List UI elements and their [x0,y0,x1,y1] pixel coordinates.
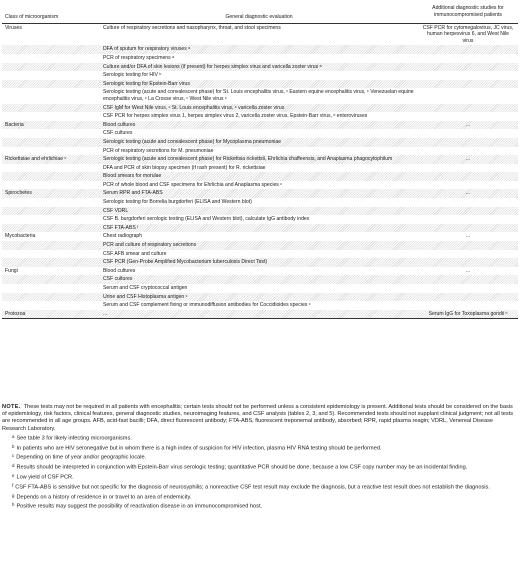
footnote-text: Results should be interpreted in conjunction with Epstein-Barr virus serologic testing; quantitative PCR should be done, because a low CSF copy number may be an incidental finding. [16,464,468,471]
table-row [2,71,518,80]
class-cell [2,172,100,181]
footnote-mark: g [12,492,15,498]
header-row [2,3,518,23]
footnote [2,452,518,462]
table-row [2,301,518,310]
class-cell [2,63,100,72]
table-notes [2,404,518,511]
evaluation-cell: ... [100,310,418,319]
class-cell [2,224,100,233]
class-cell [2,147,100,156]
footnote-text: Positive results may suggest the possibility of reactivation disease in an immunocompromised host. [16,503,263,510]
header-class: Class of microorganism [5,14,59,20]
additional-cell [418,250,518,259]
class-cell [2,275,100,284]
header-additional: Additional diagnostic studies for immunocompromised patients [432,5,504,18]
table-row [2,189,518,198]
additional-cell [418,129,518,138]
table-row [2,172,518,181]
additional-cell [418,207,518,216]
evaluation-cell: PCR and culture of respiratory secretions [100,241,418,250]
class-cell [2,164,100,173]
evaluation-cell: Blood cultures [100,121,418,130]
note-paragraph [2,404,518,433]
additional-cell [418,138,518,147]
additional-cell [418,147,518,156]
additional-cell [418,301,518,310]
class-cell [2,112,100,121]
class-cell: Bacteria [2,121,100,130]
class-cell: Spirochetes [2,189,100,198]
additional-cell [418,104,518,113]
evaluation-cell: Serum RPR and FTA-ABS [100,189,418,198]
table-row [2,224,518,233]
footnote [2,462,518,472]
additional-cell [418,88,518,103]
evaluation-cell: Urine and CSF Histoplasma antigen ᶜ [100,293,418,302]
diagnostic-table [2,3,518,319]
table-row [2,164,518,173]
class-cell: Protozoa [2,310,100,319]
table-row [2,181,518,190]
evaluation-cell: Culture of respiratory secretions and nasopharynx, throat, and stool specimens [103,24,281,31]
footnote [2,433,518,443]
additional-cell [418,45,518,54]
table-row [2,88,518,103]
evaluation-cell: Serologic testing for Epstein-Barr virus [100,80,418,89]
evaluation-cell: PCR of respiratory specimens ᵃ [103,54,174,61]
evaluation-cell: Serum and CSF cryptococcal antigen [103,285,188,291]
table-row [2,250,518,259]
footnote-mark: h [12,502,15,508]
table-row [2,215,518,224]
table-row [2,80,518,89]
table-row [2,45,518,54]
evaluation-cell: CSF VDRL [100,207,418,216]
table-row [2,155,518,164]
footnote-text: In patients who are HIV seronegative but in whom there is a high index of suspicion for HIV infection, plasma HIV RNA testing should be performed. [16,445,382,452]
additional-cell [418,112,518,121]
class-cell [2,198,100,207]
additional-cell [418,275,518,284]
additional-cell [418,258,518,267]
footnote-list [2,433,518,511]
table-row [2,121,518,130]
table-row [2,63,518,72]
evaluation-cell: CSF PCR for herpes simplex virus 1, herpes simplex virus 2, varicella zoster virus, Epstein-Barr virus, ᵈ enteroviruses [103,113,368,120]
additional-cell [418,71,518,80]
table-row [2,232,518,241]
footnote-mark: e [12,473,15,478]
table-body [2,23,518,319]
additional-cell [418,181,518,190]
evaluation-cell: Culture and/or DFA of skin lesions (if present) for herpes simplex virus and varicella zoster virus ᵃ [100,63,418,72]
class-cell [2,129,100,138]
footnote-text: See table 3 for likely infecting microorganisms. [16,435,132,442]
footnote-mark: f [12,482,14,488]
table-row [2,147,518,156]
table-row [2,138,518,147]
class-cell [2,104,100,113]
table-row [2,198,518,207]
evaluation-cell: CSF FTA-ABS ᶠ [100,224,418,233]
additional-cell [418,198,518,207]
footnote-text: Low yield of CSF PCR. [16,474,74,481]
additional-cell [418,172,518,181]
table-row [2,293,518,302]
class-cell: Viruses [5,24,22,31]
additional-cell: Serum IgG for Toxoplasma gondii ʰ [418,310,518,319]
class-cell [2,45,100,54]
table-row [2,54,518,63]
header-general: General diagnostic evaluation [225,14,293,20]
table-row [2,310,518,319]
table-header [2,3,518,23]
table-row [2,275,518,284]
footnote-mark: c [12,453,15,459]
note-lead: NOTE. [2,404,21,410]
additional-cell [418,215,518,224]
additional-cell [418,164,518,173]
class-cell [2,88,100,103]
evaluation-cell: CSF PCR (Gen-Probe Amplified Mycobacterium tuberculosis Direct Test) [100,258,418,267]
additional-cell [418,63,518,72]
additional-cell: ... [418,121,518,130]
evaluation-cell: PCR of respiratory secretions for M. pneumoniae [103,147,214,154]
footnote [2,472,518,482]
additional-cell: CSF PCR for cytomegalovirus, JC virus, human herpesvirus 6, and West Nile virus [422,24,514,44]
additional-cell [418,54,518,63]
class-cell [2,207,100,216]
footnote [2,492,518,502]
evaluation-cell: Blood cultures [103,267,136,274]
footnote-text: Depending on time of year and/or geographic locale. [16,455,147,461]
footnote [2,482,518,492]
class-cell [2,181,100,190]
additional-cell: ... [465,267,471,274]
class-cell [2,301,100,310]
evaluation-cell: CSF cultures [103,130,133,137]
additional-cell [418,284,518,293]
class-cell [2,138,100,147]
class-cell [2,241,100,250]
table-row [2,258,518,267]
additional-cell [418,293,518,302]
additional-cell [418,80,518,89]
evaluation-cell: CSF B. burgdorferi serologic testing (ELISA and Western blot), calculate IgG antibody index [103,216,310,223]
table-row [2,284,518,293]
evaluation-cell: Serologic testing (acute and convalescent phase) for Rickettsia rickettsii, Ehrlichia chaffeensis, and Anaplasma phagocytophilum [100,155,418,164]
footnote-text: CSF FTA-ABS is sensitive but not specific for the diagnosis of neurosyphilis; a nonreactive CSF test result may exclude the diagnosis, but a reactive test result does not establish the diagnosis. [15,484,490,491]
table-row [2,129,518,138]
class-cell: Mycobacteria [5,233,36,240]
evaluation-cell: Serologic testing (acute and convalescent phase) for Mycoplasma pneumoniae [100,138,418,147]
class-cell: Rickettsiae and ehrlichiae ᶜ [2,155,100,164]
footnote [2,443,518,453]
evaluation-cell: DFA of sputum for respiratory viruses ᵃ [100,45,418,54]
class-cell [2,293,100,302]
class-cell [2,71,100,80]
evaluation-cell: Serum and CSF complement fixing or immunodiffusion antibodies for Coccidioides species ᶜ [103,302,311,309]
class-cell [2,250,100,259]
class-cell [2,215,100,224]
note-text: These tests may not be required in all patients with encephalitis; certain tests should not be performed unless a consistent epidemiology is present. Additional tests should be considered on the basis of epidemiology, risk factors, clinical features, general diagnostic studies, neuroimaging features, and CSF analysis (tables 2, 3, and 5). Recommended tests should not supplant clinical judgment; not all tests are recommended in all age groups. AFB, acid-fast bacilli; DFA, direct fluorescent antibody; FTA-ABS, fluorescent treponemal antibody, absorbed; RPR, rapid plasma reagin; VDRL, Venereal Disease Research Laboratory. [2,404,514,432]
table-row [2,267,518,276]
additional-cell: ... [465,233,471,240]
class-cell [2,54,100,63]
table-row [2,241,518,250]
evaluation-cell: PCR of whole blood and CSF specimens for Ehrlichia and Anaplasma species ᶜ [103,181,283,188]
class-cell [2,80,100,89]
class-cell [2,284,100,293]
evaluation-cell: DFA and PCR of skin biopsy specimen (if rash present) for R. rickettsiae [103,164,266,171]
footnote [2,501,518,511]
table-row [2,112,518,121]
evaluation-cell: Blood smears for morulae [100,172,418,181]
class-cell: Fungi [5,267,18,274]
class-cell [2,258,100,267]
additional-cell [418,224,518,233]
evaluation-cell: Serologic testing for HIV ᵇ [103,72,162,79]
evaluation-cell: CSF IgM for West Nile virus, ᶜ St. Louis encephalitis virus, ᶜ varicella zoster virus [100,104,418,113]
evaluation-cell: CSF cultures [100,275,418,284]
additional-cell: ... [418,155,518,164]
evaluation-cell: CSF AFB smear and culture [103,250,167,257]
evaluation-cell: Serologic testing for Borrelia burgdorferi (ELISA and Western blot) [103,199,252,206]
table-row [2,23,518,45]
table-row [2,104,518,113]
evaluation-cell: Serologic testing (acute and convalescent phase) for St. Louis encephalitis virus, ᶜ Eastern equine encephalitis virus, ᶜ Venezuelan equine encephalitis virus, ᶜ La Crosse virus, ᶜ West Nile virus ᶜ [103,89,414,102]
additional-cell: ... [418,189,518,198]
evaluation-cell: Chest radiograph [103,233,143,240]
footnote-mark: a [12,433,15,439]
additional-cell [418,241,518,250]
footnote-text: Depends on a history of residence in or travel to an area of endemicity. [16,494,192,501]
footnote-mark: d [12,463,15,469]
table-row [2,207,518,216]
footnote-mark: b [12,443,15,449]
